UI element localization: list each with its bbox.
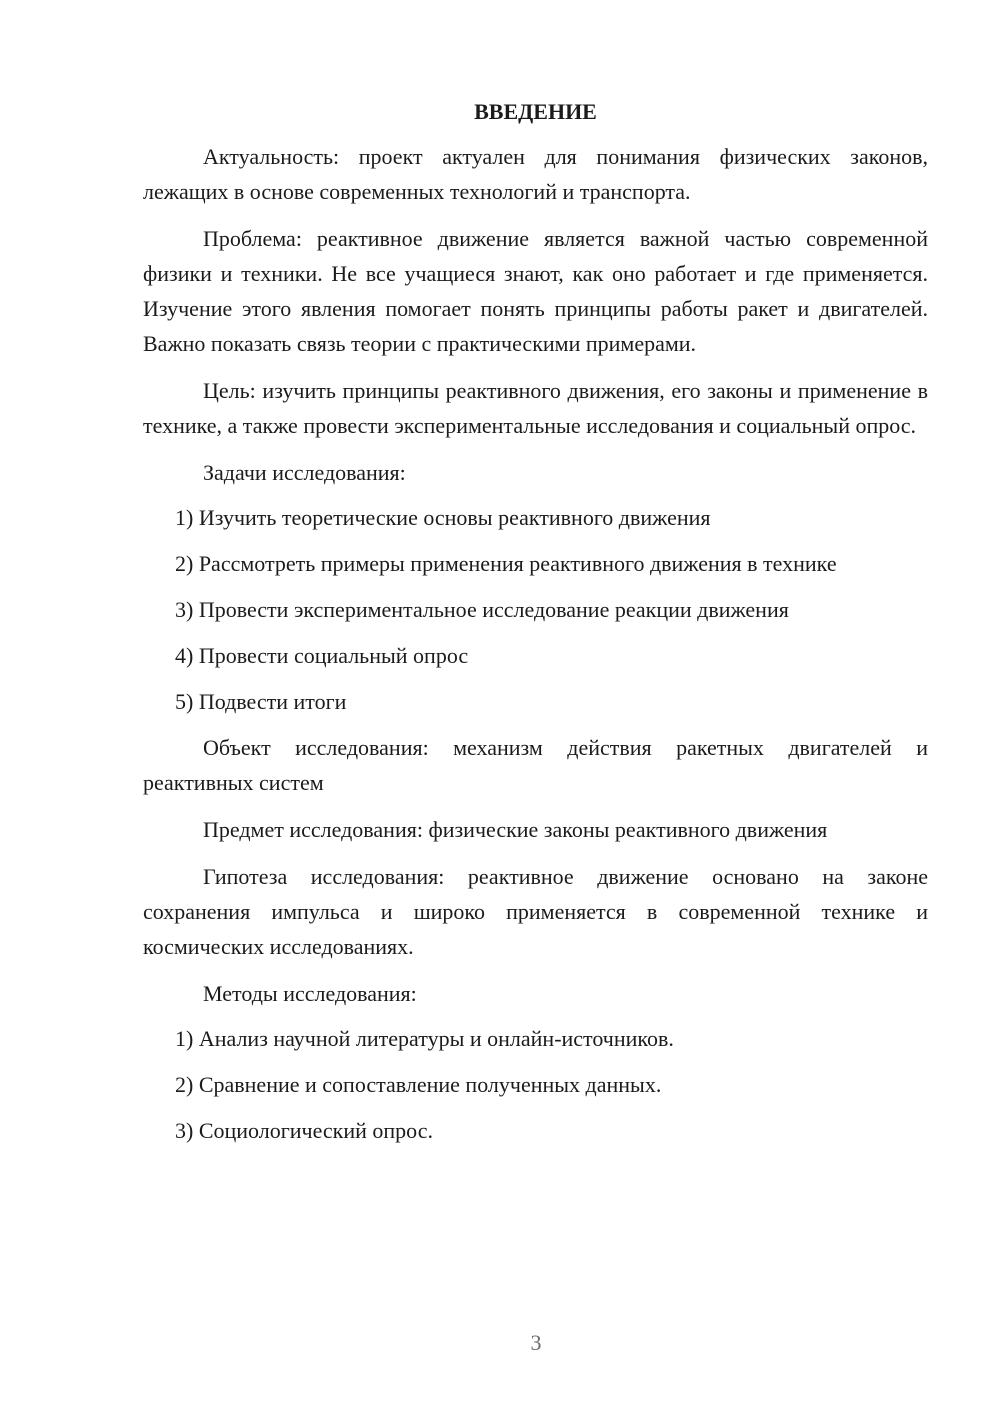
list-item: 3) Провести экспериментальное исследование реакции движения: [175, 597, 789, 622]
list-item: 3) Социологический опрос.: [175, 1118, 433, 1143]
relevance-paragraph: Актуальность: проект актуален для понимания физических законов, лежащих в основе современных технологий и транспорта.: [143, 144, 928, 204]
methods-list: [143, 1021, 928, 1148]
hypothesis-paragraph: Гипотеза исследования: реактивное движение основано на законе сохранения импульса и широко применяется в современной технике и космических исследованиях.: [143, 864, 928, 959]
list-item: 2) Рассмотреть примеры применения реактивного движения в технике: [175, 551, 837, 576]
list-item: 5) Подвести итоги: [175, 689, 347, 714]
page-content: [143, 94, 928, 1159]
page-title: ВВЕДЕНИЕ: [474, 99, 597, 124]
page-number: 3: [530, 1330, 542, 1355]
object-paragraph: Объект исследования: механизм действия ракетных двигателей и реактивных систем: [143, 735, 928, 795]
methods-heading: Методы исследования:: [203, 981, 417, 1006]
problem-paragraph: Проблема: реактивное движение является важной частью современной физики и техники. Не все учащиеся знают, как оно работает и где применяется. Изучение этого явления помогает понять принципы работы ракет и двигателей. Важно показать связь теории с практическими примерами.: [143, 226, 928, 356]
tasks-heading: Задачи исследования:: [203, 460, 406, 485]
subject-paragraph: Предмет исследования: физические законы реактивного движения: [203, 817, 828, 842]
tasks-list: [143, 500, 928, 719]
list-item: 1) Анализ научной литературы и онлайн-источников.: [175, 1026, 674, 1051]
list-item: 1) Изучить теоретические основы реактивного движения: [175, 505, 711, 530]
list-item: 4) Провести социальный опрос: [175, 643, 469, 668]
list-item: 2) Сравнение и сопоставление полученных данных.: [175, 1072, 662, 1097]
goal-paragraph: Цель: изучить принципы реактивного движения, его законы и применение в технике, а также провести экспериментальные исследования и социальный опрос.: [143, 378, 928, 438]
